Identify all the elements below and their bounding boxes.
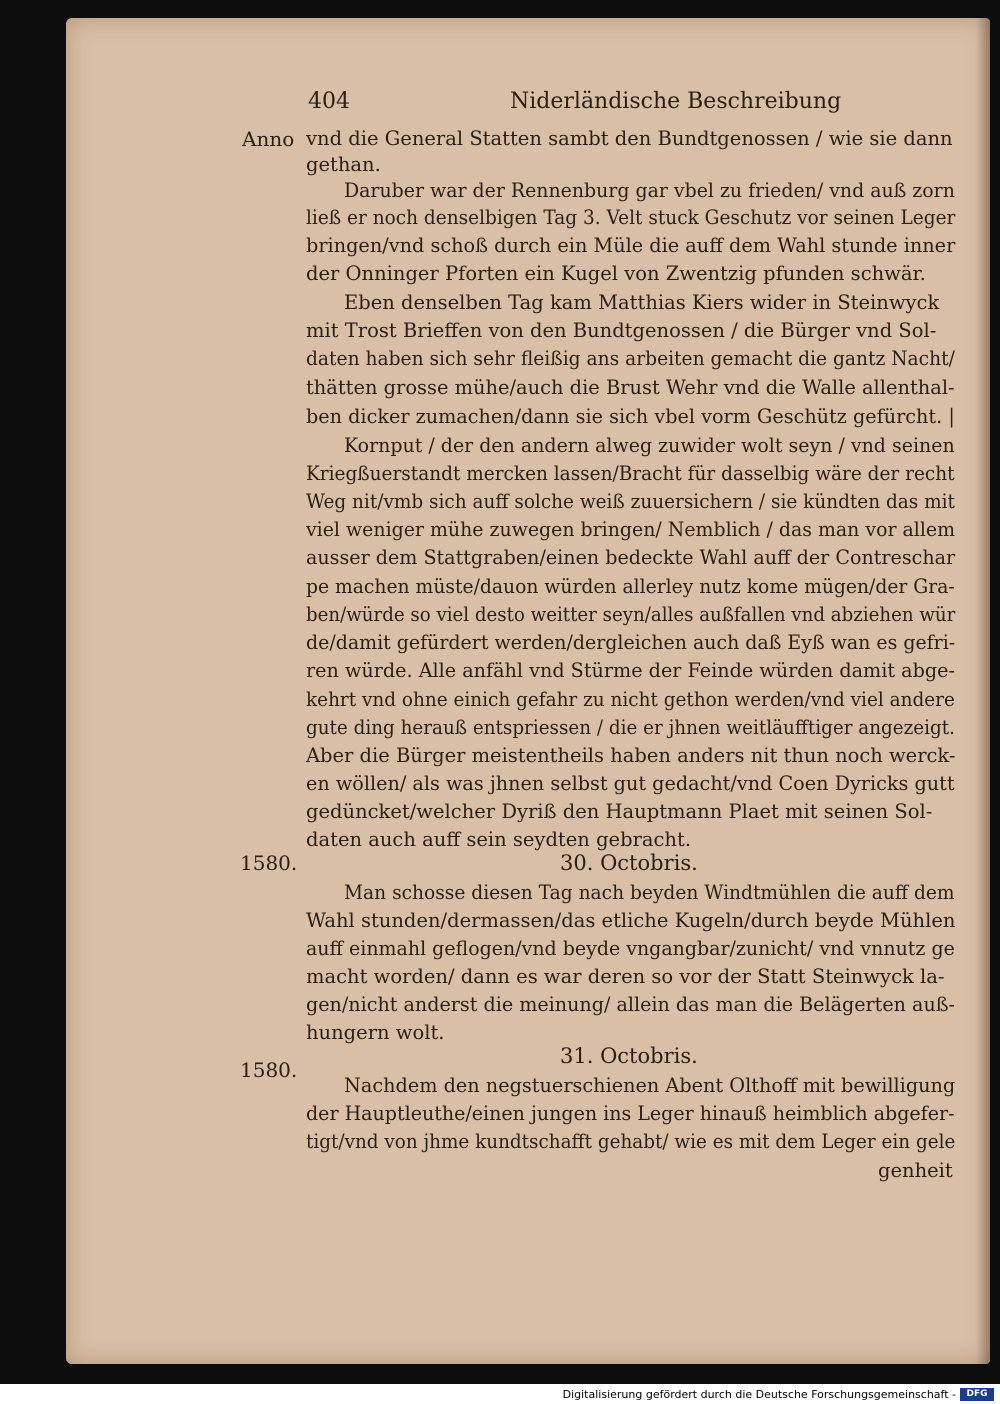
- page-number: 404: [308, 89, 350, 114]
- text-line: Man schosse diesen Tag nach beyden Windtmühlen die auff dem: [344, 881, 955, 904]
- margin-note-year-1580: 1580.: [240, 851, 298, 875]
- text-line: auff einmahl geflogen/vnd beyde vngangbar/zunicht/ vnd vnnutz ge: [306, 937, 955, 960]
- dfg-logo: DFG: [960, 1388, 994, 1401]
- text-line: hungern wolt.: [306, 1021, 445, 1044]
- text-line: Wahl stunden/dermassen/das etliche Kugeln/durch beyde Mühlen: [306, 909, 956, 932]
- text-line: Eben denselben Tag kam Matthias Kiers wider in Steinwyck: [344, 291, 940, 314]
- text-line: gethan.: [306, 153, 381, 176]
- text-line: Nachdem den negstuerschienen Abent Olthoff mit bewilligung: [344, 1074, 956, 1097]
- date-heading-31-october: 31. Octobris.: [560, 1044, 698, 1068]
- text-line: Kornput / der den andern alweg zuwider wolt seyn / vnd seinen: [344, 434, 955, 457]
- text-line: tigt/vnd von jhme kundtschafft gehabt/ wie es mit dem Leger ein gele: [306, 1130, 956, 1153]
- footer-bar: [0, 1386, 1000, 1404]
- text-line: der Hauptleuthe/einen jungen ins Leger hinauß heimblich abgefer-: [306, 1102, 955, 1125]
- text-line: der Onninger Pforten ein Kugel von Zwentzig pfunden schwär.: [306, 262, 926, 285]
- text-line: gedüncket/welcher Dyriß den Hauptmann Plaet mit seinen Sol-: [306, 800, 933, 823]
- margin-note-year-1580-second: 1580.: [240, 1058, 298, 1082]
- text-line: thätten grosse mühe/auch die Brust Wehr vnd die Walle allenthal-: [306, 376, 955, 399]
- text-line: en wöllen/ als was jhnen selbst gut gedacht/vnd Coen Dyricks gutt: [306, 772, 955, 795]
- text-line: ben dicker zumachen/dann sie sich vbel vorm Geschütz gefürcht. |: [306, 405, 955, 428]
- text-line: pe machen müste/dauon würden allerley nutz kome mügen/der Gra-: [306, 575, 955, 598]
- catchword: genheit: [878, 1159, 953, 1182]
- text-line: vnd die General Statten sambt den Bundtgenossen / wie sie dann: [306, 127, 953, 150]
- text-line: bringen/vnd schoß durch ein Müle die auff dem Wahl stunde inner: [306, 234, 956, 257]
- text-line: kehrt vnd ohne einich gefahr zu nicht gethon werden/vnd viel andere: [306, 688, 955, 711]
- text-line: gen/nicht anderst die meinung/ allein das man die Belägerten auß-: [306, 993, 956, 1016]
- text-line: Daruber war der Rennenburg gar vbel zu frieden/ vnd auß zorn: [344, 179, 955, 202]
- text-line: viel weniger mühe zuwegen bringen/ Nemblich / das man vor allem: [306, 518, 956, 541]
- running-title: Niderländische Beschreibung: [510, 89, 842, 114]
- page-edge-shadow: [976, 18, 990, 1364]
- text-line: ließ er noch denselbigen Tag 3. Velt stuck Geschutz vor seinen Leger: [306, 206, 956, 229]
- text-line: Weg nit/vmb sich auff solche weiß zuuersichern / sie kündten das mit: [306, 490, 955, 513]
- text-line: ren würde. Alle anfähl vnd Stürme der Feinde würden damit abge-: [306, 659, 955, 682]
- text-line: daten auch auff sein seydten gebracht.: [306, 828, 692, 851]
- text-line: Kriegßuerstandt mercken lassen/Bracht für dasselbig wäre der recht: [306, 462, 955, 485]
- date-heading-30-october: 30. Octobris.: [560, 851, 698, 875]
- text-line: macht worden/ dann es war deren so vor der Statt Steinwyck la-: [306, 965, 945, 988]
- funding-note: Digitalisierung gefördert durch die Deutsche Forschungsgemeinschaft -: [562, 1388, 956, 1401]
- text-line: mit Trost Brieffen von den Bundtgenossen / die Bürger vnd Sol-: [306, 319, 937, 342]
- text-line: ben/würde so viel desto weitter seyn/alles außfallen vnd abziehen wür: [306, 603, 956, 626]
- margin-note-anno: Anno: [242, 127, 295, 151]
- text-line: daten haben sich sehr fleißig ans arbeiten gemacht die gantz Nacht/: [306, 347, 955, 370]
- text-line: ausser dem Stattgraben/einen bedeckte Wahl auff der Contreschar: [306, 546, 956, 569]
- text-line: gute ding herauß entspriessen / die er jhnen weitläufftiger angezeigt.: [306, 716, 955, 739]
- text-line: de/damit gefürdert werden/dergleichen auch daß Eyß wan es gefri-: [306, 631, 956, 654]
- text-line: Aber die Bürger meistentheils haben anders nit thun noch werck-: [306, 744, 956, 767]
